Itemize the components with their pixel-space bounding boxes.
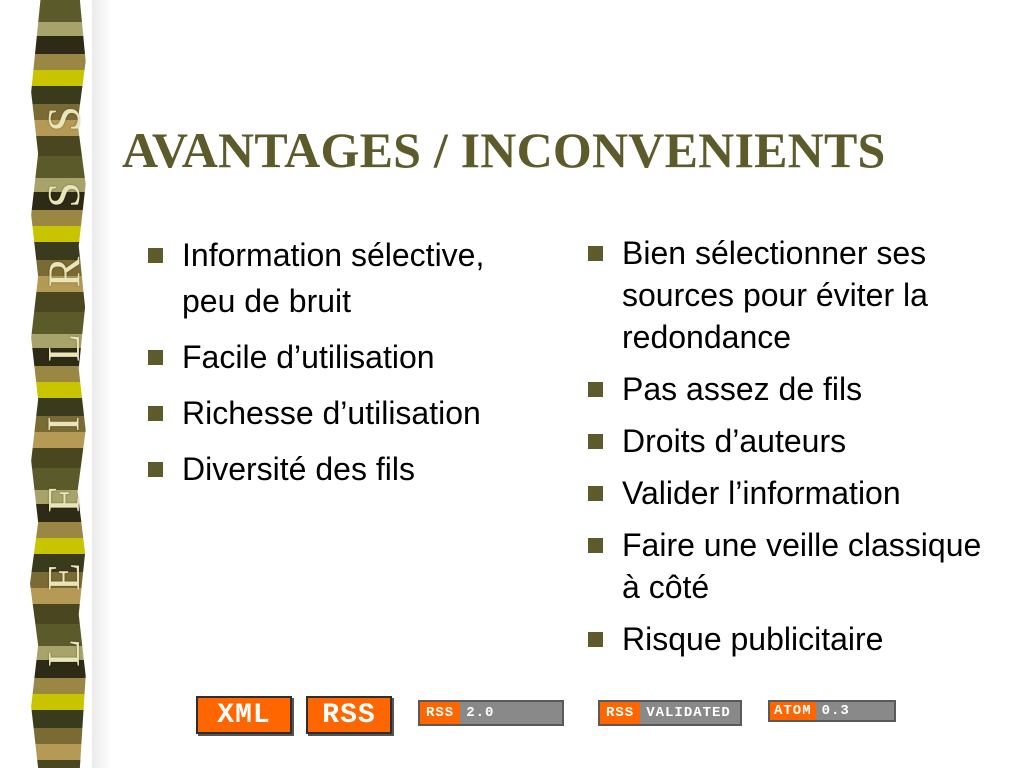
list-item-text: Richesse d’utilisation — [182, 395, 481, 431]
list-item-text: Diversité des fils — [182, 451, 415, 487]
square-bullet-icon — [148, 350, 163, 365]
square-bullet-icon — [588, 538, 603, 553]
rss-2-badge[interactable] — [418, 700, 564, 726]
advantages-list — [146, 232, 526, 492]
badge-left-label: RSS — [420, 702, 460, 724]
list-item — [586, 618, 1006, 660]
badge-left-label: ATOM — [770, 702, 816, 720]
list-item-text: Droits d’auteurs — [622, 423, 847, 459]
badge-right-label: VALIDATED — [646, 705, 731, 721]
badge-right-label: 0.3 — [821, 703, 850, 719]
list-item — [146, 232, 526, 324]
side-letter: I — [37, 416, 89, 432]
side-letter: S — [38, 106, 89, 132]
badge-right-label: 2.0 — [466, 705, 495, 721]
list-item — [146, 446, 526, 492]
atom-badge[interactable] — [768, 700, 896, 722]
list-item — [586, 232, 1006, 358]
badge-left-label: RSS — [600, 702, 640, 724]
list-item-text: Pas assez de fils — [622, 371, 863, 407]
list-item — [586, 368, 1006, 410]
list-item — [146, 334, 526, 380]
square-bullet-icon — [588, 382, 603, 397]
list-item — [586, 420, 1006, 462]
list-item — [586, 472, 1006, 514]
side-letter: S — [38, 182, 89, 209]
rss-validated-badge[interactable] — [598, 700, 742, 726]
xml-badge[interactable]: XML — [196, 696, 292, 734]
square-bullet-icon — [588, 434, 603, 449]
side-letter: F — [38, 487, 89, 514]
list-item-text: Bien sélectionner ses sources pour éviter la redondance — [622, 235, 928, 355]
square-bullet-icon — [588, 486, 603, 501]
slide-title: AVANTAGES / INCONVENIENTS — [122, 121, 886, 178]
rss-badge[interactable]: RSS — [306, 696, 392, 734]
side-letter: E — [37, 562, 89, 591]
disadvantages-list — [586, 232, 1006, 660]
list-item-text: Risque publicitaire — [622, 621, 884, 657]
left-list-column — [146, 232, 526, 502]
square-bullet-icon — [588, 632, 603, 647]
square-bullet-icon — [148, 248, 163, 263]
right-list-column — [586, 232, 1006, 670]
list-item — [146, 390, 526, 436]
square-bullet-icon — [148, 406, 163, 421]
list-item-text: Information sélective, peu de bruit — [182, 237, 485, 319]
list-item-text: Faire une veille classique à côté — [622, 527, 982, 605]
square-bullet-icon — [588, 246, 603, 261]
vertical-side-text — [37, 96, 89, 676]
edge-shadow — [92, 0, 112, 768]
list-item-text: Valider l’information — [622, 475, 901, 511]
list-item-text: Facile d’utilisation — [182, 339, 435, 375]
side-letter: L — [37, 333, 89, 362]
square-bullet-icon — [148, 462, 163, 477]
list-item — [586, 524, 1006, 608]
side-letter: R — [38, 256, 89, 287]
side-letter: L — [37, 638, 89, 668]
